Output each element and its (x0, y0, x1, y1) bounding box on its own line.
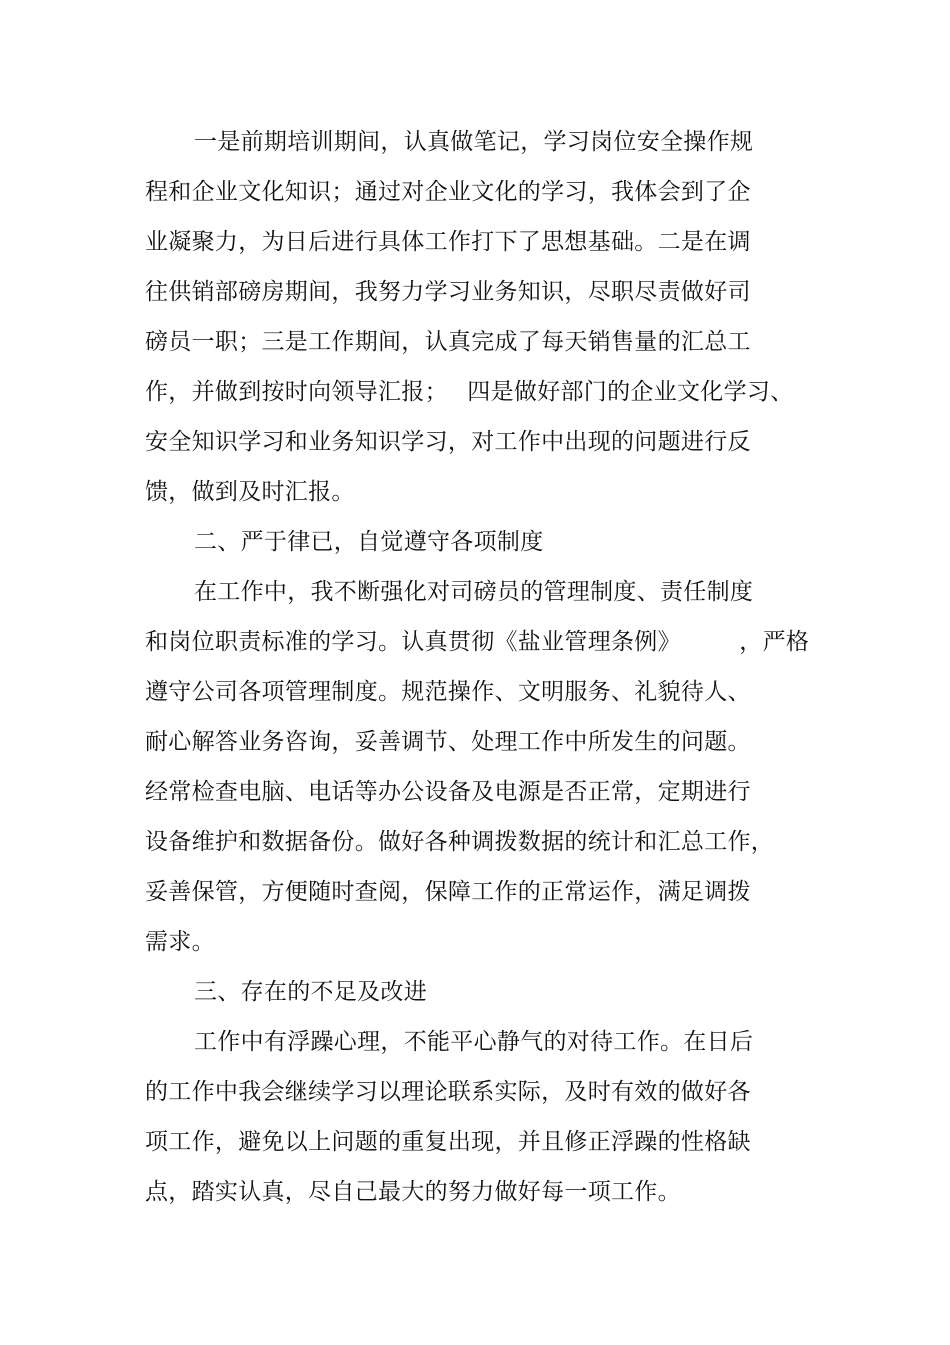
paragraph-3-line-2: 的工作中我会继续学习以理论联系实际，及时有效的做好各 (145, 1079, 751, 1105)
paragraph-1-line-6: 作，并做到按时向领导汇报； 四是做好部门的企业文化学习、 (145, 379, 794, 405)
paragraph-3-line-1: 工作中有浮躁心理，不能平心静气的对待工作。在日后 (194, 1029, 754, 1055)
paragraph-3-line-4: 点，踏实认真，尽自己最大的努力做好每一项工作。 (145, 1179, 681, 1205)
paragraph-2-line-3: 遵守公司各项管理制度。规范操作、文明服务、礼貌待人、 (145, 679, 751, 705)
paragraph-2-line-5: 经常检查电脑、电话等办公设备及电源是否正常，定期进行 (145, 779, 751, 805)
paragraph-1-line-2: 程和企业文化知识；通过对企业文化的学习，我体会到了企 (145, 179, 751, 205)
paragraph-1-line-3: 业凝聚力，为日后进行具体工作打下了思想基础。二是在调 (145, 229, 751, 255)
paragraph-3-line-3: 项工作，避免以上问题的重复出现，并且修正浮躁的性格缺 (145, 1129, 751, 1155)
paragraph-1-line-7: 安全知识学习和业务知识学习，对工作中出现的问题进行反 (145, 429, 751, 455)
section-heading-2: 二、严于律已，自觉遵守各项制度 (194, 529, 544, 555)
paragraph-1-line-8: 馈，做到及时汇报。 (145, 479, 355, 505)
paragraph-2-line-2: 和岗位职责标准的学习。认真贯彻《盐业管理条例》 ，严格 (145, 629, 810, 655)
section-heading-3: 三、存在的不足及改进 (194, 979, 427, 1005)
paragraph-2-line-8: 需求。 (145, 929, 215, 955)
paragraph-1-line-5: 磅员一职；三是工作期间，认真完成了每天销售量的汇总工 (145, 329, 751, 355)
paragraph-2-line-4: 耐心解答业务咨询，妥善调节、处理工作中所发生的问题。 (145, 729, 751, 755)
paragraph-2-line-7: 妥善保管，方便随时查阅，保障工作的正常运作，满足调拨 (145, 879, 751, 905)
paragraph-1-line-1: 一是前期培训期间，认真做笔记，学习岗位安全操作规 (194, 129, 754, 155)
paragraph-2-line-1: 在工作中，我不断强化对司磅员的管理制度、责任制度 (194, 579, 754, 605)
paragraph-1-line-4: 往供销部磅房期间，我努力学习业务知识，尽职尽责做好司 (145, 279, 751, 305)
paragraph-2-line-6: 设备维护和数据备份。做好各种调拨数据的统计和汇总工作， (145, 829, 775, 855)
